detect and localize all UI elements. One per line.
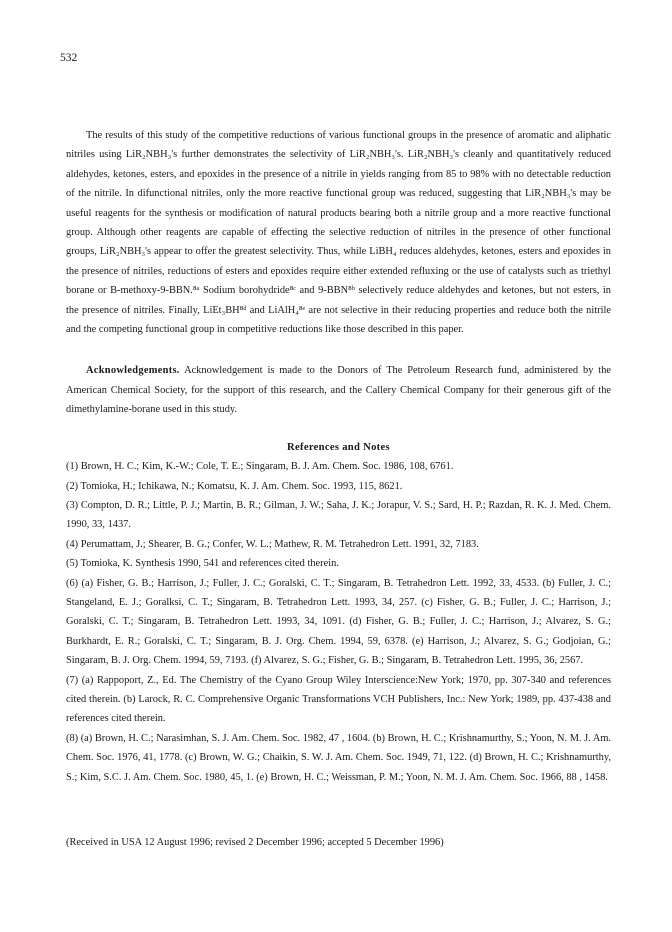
reference-item: (1) Brown, H. C.; Kim, K.-W.; Cole, T. E.; Singaram, B. J. Am. Chem. Soc. 1986, 108, 6761.	[66, 461, 454, 473]
reference-item: (6) (a) Fisher, G. B.; Harrison, J.; Fuller, J. C.; Goralski, C. T.; Singaram, B. Tetrahedron Lett. 1992, 33, 4533. (b) Fuller, J. C.; Stangeland, E. J.; Goralksi, C. T.; Singaram, B. Tetrahedron Lett. 1993, 34, 257. (c) Fisher, G. B.; Fuller, J. C.; Harrison, J.; Goralski, C. T.; Singaram, B. Tetrahedron Lett. 1993, 34, 1091. (d) Fisher, G. B.; Fuller, J. C.; Harrison, J.; Alvarez, S. G.; Burkhardt, E. R.; Goralski, C. T.; Singaram, B. J. Org. Chem. 1994, 59, 6378. (e) Harrison, J.; Alvarez, S. G.; Godjoian, G.; Singaram, B. J. Org. Chem. 1994, 59, 7193. (f) Alvarez, S. G.; Fisher, G. B.; Singaram, B. Tetrahedron Lett. 1995, 36, 2567.	[66, 577, 611, 667]
reference-item: (5) Tomioka, K. Synthesis 1990, 541 and references cited therein.	[66, 558, 339, 570]
reference-item: (8) (a) Brown, H. C.; Narasimhan, S. J. Am. Chem. Soc. 1982, 47 , 1604. (b) Brown, H. C.; Krishnamurthy, S.; Yoon, N. M. J. Am. Chem. Soc. 1976, 41, 1778. (c) Brown, W. G.; Chaikin, S. W. J. Am. Chem. Soc. 1949, 71, 122. (d) Brown, H. C.; Krishnamurthy, S.; Kim, S.C. J. Am. Chem. Soc. 1980, 45, 1. (e) Brown, H. C.; Weissman, P. M.; Yoon, N. M. J. Am. Chem. Soc. 1966, 88 , 1458.	[66, 732, 611, 783]
page-number: 532	[60, 52, 78, 64]
references-title: References and Notes	[287, 441, 390, 453]
reference-item: (3) Compton, D. R.; Little, P. J.; Martin, B. R.; Gilman, J. W.; Saha, J. K.; Jorapur, V. S.; Sard, H. P.; Razdan, R. K. J. Med. Chem. 1990, 33, 1437.	[66, 499, 611, 531]
acknowledgements-paragraph	[66, 361, 611, 419]
main-text	[66, 126, 611, 787]
reference-item: (2) Tomioka, H.; Ichikawa, N.; Komatsu, K. J. Am. Chem. Soc. 1993, 115, 8621.	[66, 480, 403, 492]
reference-item: (4) Perumattam, J.; Shearer, B. G.; Confer, W. L.; Mathew, R. M. Tetrahedron Lett. 1991, 32, 7183.	[66, 538, 479, 550]
acknowledgements-text: Acknowledgement is made to the Donors of The Petroleum Research fund, administered by the American Chemical Society, for the support of this research, and the Callery Chemical Company for their generous gift of the dimethylamine-borane used in this study.	[66, 365, 611, 416]
received-dates: (Received in USA 12 August 1996; revised 2 December 1996; accepted 5 December 1996)	[66, 837, 444, 848]
body-paragraph: The results of this study of the competitive reductions of various functional groups in the presence of aromatic and aliphatic nitriles using LiR₂NBH₃'s further demonstrates the selectivity of LiR₂NBH₃'s. LiR₂NBH₃'s cleanly and quantitatively reduced aldehydes, ketones, esters, and epoxides in the presence of a nitrile in yields ranging from 85 to 98% with no detectable reduction of the nitrile. In difunctional nitriles, only the more reactive functional group was reduced, suggesting that LiR₂NBH₃'s may be useful reagents for the synthesis or modification of natural products bearing both a nitrile group and a more reactive functional group. Although other reagents are capable of effecting the selective reduction of nitriles in the presence of other functional groups, LiR₂NBH₃'s appear to offer the greatest selectivity. Thus, while LiBH₄ reduces aldehydes, ketones, esters and epoxides in the presence of nitriles, reductions of esters and epoxides require either extended refluxing or the use of catalysts such as triethyl borane or B-methoxy-9-BBN.⁸ᵃ Sodium borohydride⁸ᶜ and 9-BBN⁸ᵇ selectively reduce aldehydes and ketones, but not esters, in the presence of nitriles. Finally, LiEt₃BH⁸ᵈ and LiAlH₄⁸ᵉ are not selective in their reducing properties and reduce both the nitrile and the competing functional group in competitive reductions like those described in this paper.	[66, 130, 611, 336]
reference-item: (7) (a) Rappoport, Z., Ed. The Chemistry of the Cyano Group Wiley Interscience:New York; 1970, pp. 307-340 and references cited therein. (b) Larock, R. C. Comprehensive Organic Transformations VCH Publishers, Inc.: New York; 1989, pp. 437-438 and references cited therein.	[66, 674, 611, 725]
acknowledgements-heading: Acknowledgements.	[86, 365, 180, 377]
